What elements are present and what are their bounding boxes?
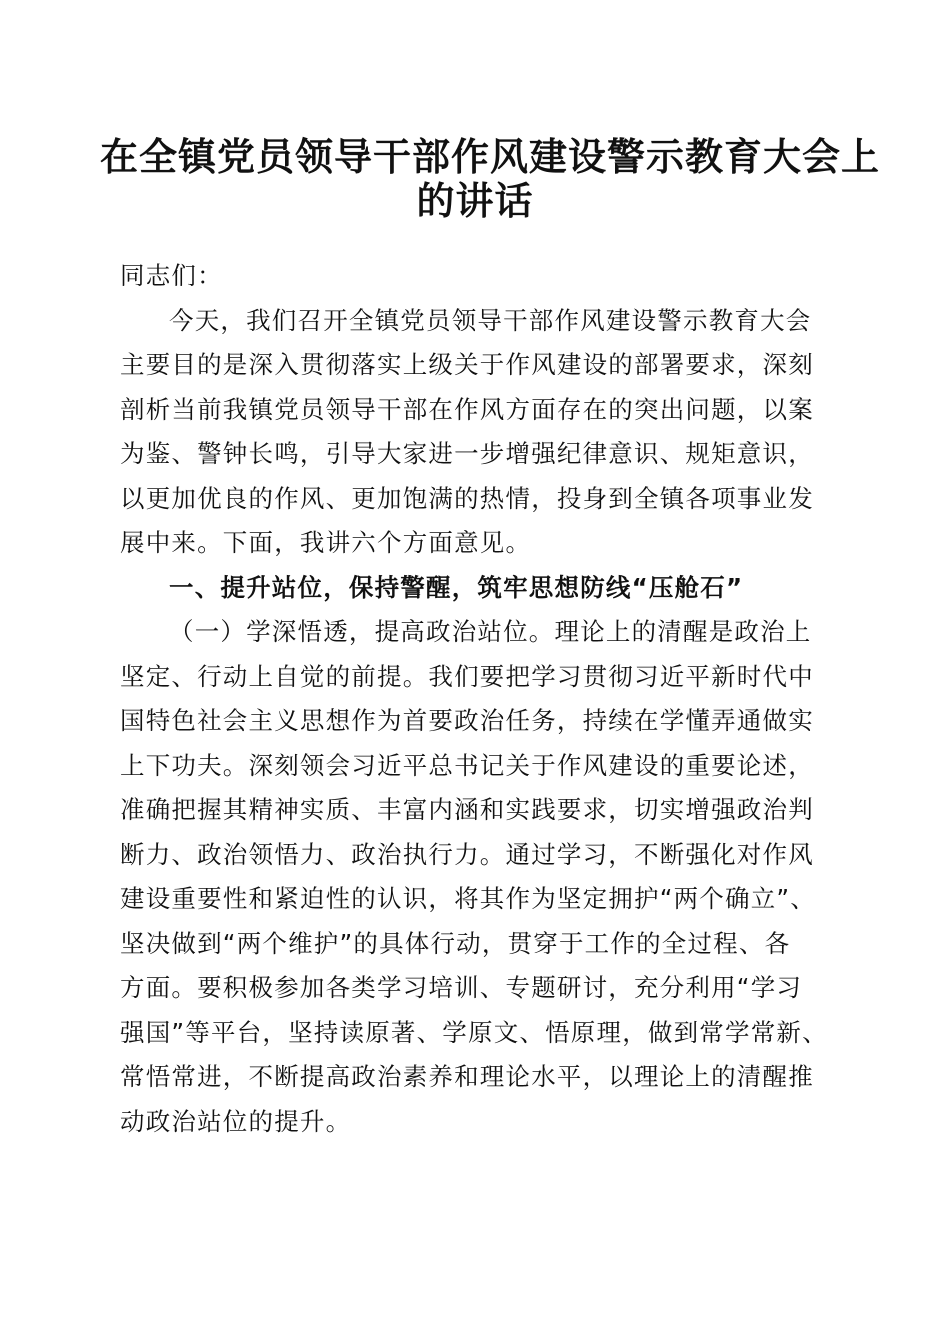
title-line-2: 的讲话 xyxy=(416,178,534,223)
subsection-paragraph xyxy=(120,610,835,1144)
subsection-line: 动政治站位的提升。 xyxy=(120,1106,352,1136)
intro-line: 展中来。下面，我讲六个方面意见。 xyxy=(120,528,532,557)
subsection-line: 常悟常进，不断提高政治素养和理论水平，以理论上的清醒推 xyxy=(120,1062,814,1091)
title-line-1: 在全镇党员领导干部作风建设警示教育大会上 xyxy=(100,134,881,179)
salutation: 同志们： xyxy=(120,261,223,290)
subsection-line: 强国”等平台，坚持读原著、学原文、悟原理，做到常学常新、 xyxy=(120,1017,828,1047)
subsection-line: 国特色社会主义思想作为首要政治任务，持续在学懂弄通做实 xyxy=(120,706,814,735)
subsection-line: （一）学深悟透，提高政治站位。理论上的清醒是政治上 xyxy=(169,617,812,646)
intro-paragraph xyxy=(120,299,835,566)
intro-line: 剖析当前我镇党员领导干部在作风方面存在的突出问题，以案 xyxy=(120,394,814,424)
subsection-line: 上下功夫。深刻领会习近平总书记关于作风建设的重要论述， xyxy=(120,750,814,780)
subsection-line: 坚定、行动上自觉的前提。我们要把学习贯彻习近平新时代中 xyxy=(120,661,814,691)
subsection-line: 准确把握其精神实质、丰富内涵和实践要求，切实增强政治判 xyxy=(120,795,814,824)
intro-line: 为鉴、警钟长鸣，引导大家进一步增强纪律意识、规矩意识， xyxy=(120,439,814,468)
subsection-line: 坚决做到“两个维护”的具体行动，贯穿于工作的全过程、各 xyxy=(120,928,791,958)
intro-line: 今天，我们召开全镇党员领导干部作风建设警示教育大会 xyxy=(169,305,812,335)
intro-line: 以更加优良的作风、更加饱满的热情，投身到全镇各项事业发 xyxy=(120,483,814,513)
subsection-line: 方面。要积极参加各类学习培训、专题研讨，充分利用“学习 xyxy=(120,973,803,1002)
document-body xyxy=(120,254,835,1144)
section-heading: 一、提升站位，保持警醒，筑牢思想防线“压舱石” xyxy=(169,572,744,602)
subsection-line: 建设重要性和紧迫性的认识，将其作为坚定拥护“两个确立”、 xyxy=(120,884,816,913)
intro-line: 主要目的是深入贯彻落实上级关于作风建设的部署要求，深刻 xyxy=(120,350,814,379)
document-title xyxy=(100,134,881,223)
subsection-line: 断力、政治领悟力、政治执行力。通过学习，不断强化对作风 xyxy=(120,839,814,869)
